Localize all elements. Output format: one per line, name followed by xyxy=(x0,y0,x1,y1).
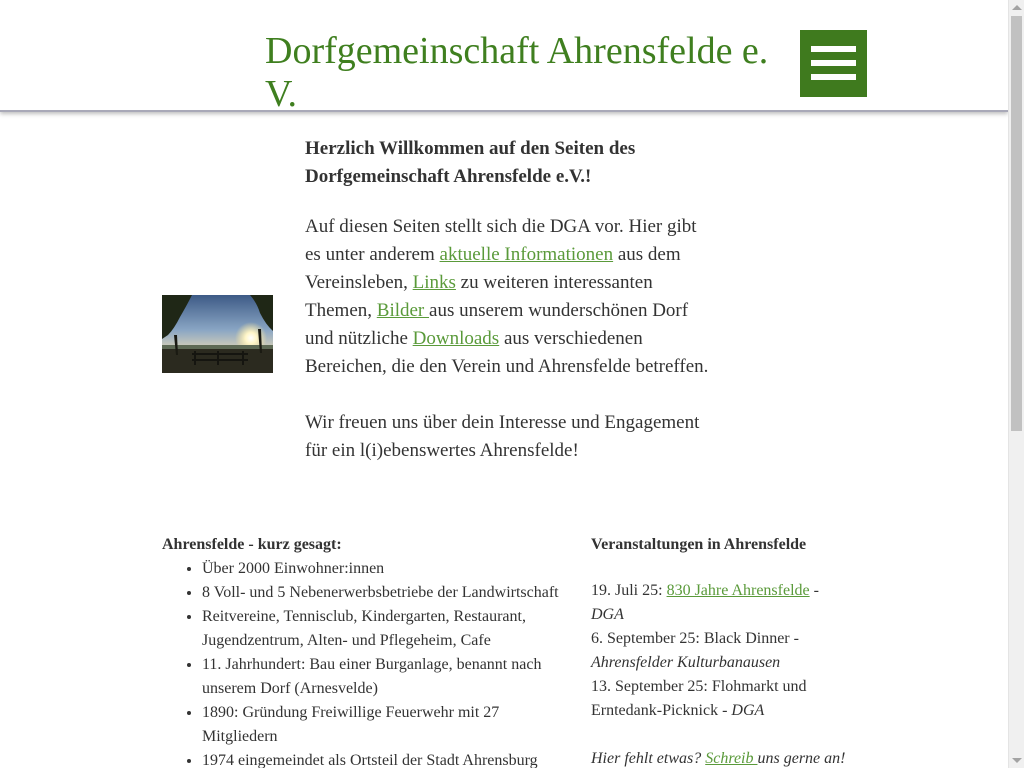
site-title[interactable]: Dorfgemeinschaft Ahrensfelde e. V. xyxy=(265,30,769,115)
event-text: 13. September 25: Flohmarkt und Erntedank-Picknick - xyxy=(591,678,807,719)
site-header xyxy=(0,0,1008,115)
list-item: • 8 Voll- und 5 Nebenerwerbsbetriebe der Landwirtschaft xyxy=(202,581,572,605)
events-section xyxy=(591,533,851,768)
contact-note xyxy=(591,747,851,768)
events-heading: Veranstaltungen in Ahrensfelde xyxy=(591,536,807,553)
links-link[interactable]: Links xyxy=(412,272,456,293)
contact-link[interactable]: Schreib xyxy=(705,750,758,767)
facts-section xyxy=(162,533,572,768)
welcome-section xyxy=(305,135,715,493)
intro-text: zu weiteren interessanten Themen, xyxy=(305,272,653,321)
scrollbar-thumb[interactable] xyxy=(1011,16,1022,431)
event-item xyxy=(591,579,851,627)
welcome-heading: Herzlich Willkommen auf den Seiten des Dorfgemeinschaft Ahrensfelde e.V.! xyxy=(305,138,636,187)
intro-text: aus dem Vereinsleben, xyxy=(305,244,681,293)
intro-text: Auf diesen Seiten stellt sich die DGA vor. Hier gibt es unter anderem xyxy=(305,216,697,265)
event-text: 6. September 25: Black Dinner - xyxy=(591,630,799,647)
intro-paragraph xyxy=(305,213,715,381)
downloads-link[interactable]: Downloads xyxy=(412,328,500,349)
event-item xyxy=(591,675,851,723)
event-separator: - xyxy=(809,582,819,599)
intro-text: aus unserem wunderschönen Dorf und nützliche xyxy=(305,300,689,349)
intro-text: aus verschiedenen Bereichen, die den Verein und Ahrensfelde betreffen. xyxy=(305,328,709,377)
facts-heading: Ahrensfelde - kurz gesagt: xyxy=(162,536,342,553)
facts-list xyxy=(162,557,572,768)
list-item: • 1890: Gründung Freiwillige Feuerwehr mit 27 Mitgliedern xyxy=(202,701,572,749)
event-date: 19. Juli 25: xyxy=(591,582,667,599)
event-link[interactable]: 830 Jahre Ahrensfelde xyxy=(666,582,810,599)
scroll-down-icon[interactable] xyxy=(1012,758,1022,763)
list-item: • Über 2000 Einwohner:innen xyxy=(202,557,572,581)
pictures-link[interactable]: Bilder xyxy=(376,300,430,321)
list-item: • 11. Jahrhundert: Bau einer Burganlage, benannt nach unserem Dorf (Arnesvelde) xyxy=(202,653,572,701)
news-link[interactable]: aktuelle Informationen xyxy=(439,244,614,265)
scroll-up-icon[interactable] xyxy=(1012,5,1022,10)
list-item: • Reitvereine, Tennisclub, Kindergarten, Restaurant, Jugendzentrum, Alten- und Pflegeheim, Cafe xyxy=(202,605,572,653)
list-item: • 1974 eingemeindet als Ortsteil der Stadt Ahrensburg xyxy=(202,749,572,768)
event-item xyxy=(591,627,851,675)
event-organizer: Ahrensfelder Kulturbanausen xyxy=(591,654,781,671)
contact-text: Hier fehlt etwas? xyxy=(591,750,706,767)
engagement-paragraph: Wir freuen uns über dein Interesse und Engagement für ein l(i)ebenswertes Ahrensfelde! xyxy=(305,412,700,461)
event-organizer: DGA xyxy=(731,702,765,719)
village-sunset-image xyxy=(162,295,273,373)
page-scrollbar[interactable] xyxy=(1008,0,1024,768)
menu-button[interactable] xyxy=(800,30,867,97)
contact-text: uns gerne an! xyxy=(757,750,846,767)
event-organizer: DGA xyxy=(591,606,624,623)
